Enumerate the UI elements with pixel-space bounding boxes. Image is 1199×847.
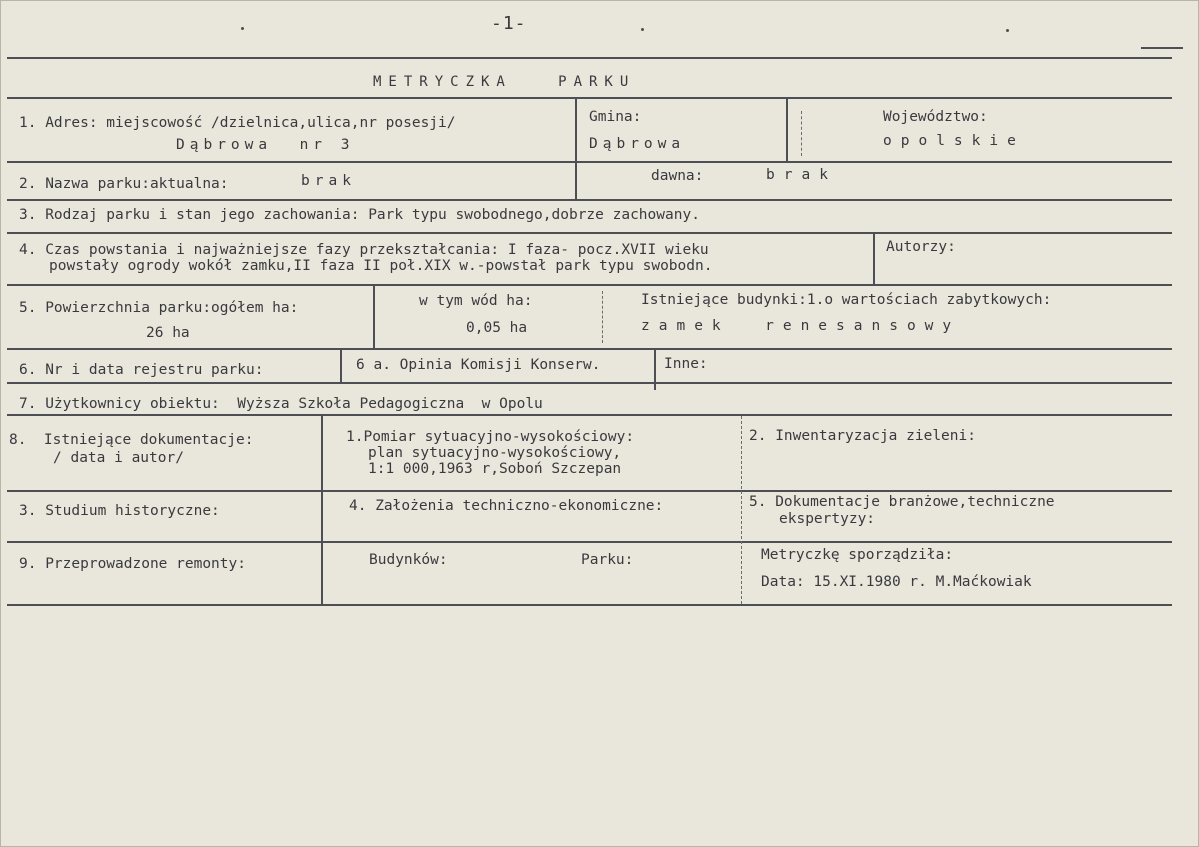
divider-water (602, 291, 603, 343)
rule-title-bottom (7, 97, 1172, 99)
rule-corner-mark (1141, 47, 1183, 49)
divider-docs-right (741, 416, 742, 604)
rule-row8-bottom (7, 490, 1172, 492)
address-label: 1. Adres: miejscowość /dzielnica,ulica,nr posesji/ (19, 115, 456, 131)
doc1-line-1: 1.Pomiar sytuacyjno-wysokościowy: (346, 429, 635, 445)
branzowe-line-1: 5. Dokumentacje branżowe,techniczne (749, 494, 1055, 510)
history-line-1: 4. Czas powstania i najważniejsze fazy przekształcania: I faza- pocz.XVII wieku (19, 242, 709, 258)
area-label: 5. Powierzchnia parku:ogółem ha: (19, 300, 299, 316)
park-type-line: 3. Rodzaj parku i stan jego zachowania: Park typu swobodnego,dobrze zachowany. (19, 207, 700, 223)
divider-wojewodztwo (786, 99, 788, 161)
rule-row3-bottom (7, 232, 1172, 234)
register-label: 6. Nr i data rejestru parku: (19, 362, 264, 378)
doc2-label: 2. Inwentaryzacja zieleni: (749, 428, 976, 444)
card-title: METRYCZKA PARKU (373, 74, 636, 90)
rule-row5-bottom (7, 348, 1172, 350)
divider-area (373, 286, 375, 348)
rule-bottom (7, 604, 1172, 606)
typewriter-speck (641, 28, 644, 31)
page-number: -1- (491, 13, 527, 34)
rule-row1-bottom (7, 161, 1172, 163)
divider-docs-left (321, 416, 323, 604)
address-value: Dąbrowa nr 3 (176, 137, 355, 153)
history-line-2: powstały ogrody wokół zamku,II faza II poł.XIX w.-powstał park typu swobodn. (49, 258, 713, 274)
other-label: Inne: (664, 356, 708, 372)
rule-row2-bottom (7, 199, 1172, 201)
rule-row6-bottom (7, 382, 1172, 384)
water-value: 0,05 ha (466, 320, 528, 336)
wojewodztwo-label: Województwo: (883, 109, 988, 125)
budynkow-label: Budynków: (369, 552, 448, 568)
area-value: 26 ha (146, 325, 190, 341)
remonty-label: 9. Przeprowadzone remonty: (19, 556, 246, 572)
date-signature-line: Data: 15.XI.1980 r. M.Maćkowiak (761, 574, 1032, 590)
buildings-label: Istniejące budynki:1.o wartościach zabytkowych: (641, 292, 1052, 308)
docs-sublabel: / data i autor/ (53, 450, 184, 466)
divider-autorzy (873, 234, 875, 284)
opinion-label: 6 a. Opinia Komisji Konserw. (356, 357, 601, 373)
studium-label: 3. Studium historyczne: (19, 503, 220, 519)
rule-row9-bottom (7, 541, 1172, 543)
divider-gmina (575, 99, 577, 199)
wojewodztwo-value: opolskie (883, 133, 1025, 149)
parku-label: Parku: (581, 552, 634, 568)
divider-register (340, 350, 342, 382)
park-name-current: brak (301, 173, 356, 189)
rule-top (7, 57, 1172, 59)
divider-opinion (654, 350, 656, 390)
docs-label: 8. Istniejące dokumentacje: (9, 432, 254, 448)
doc1-line-3: 1:1 000,1963 r,Soboń Szczepan (368, 461, 622, 477)
rule-row4-bottom (7, 284, 1172, 286)
authors-label: Autorzy: (886, 239, 956, 255)
gmina-label: Gmina: (589, 109, 642, 125)
typewriter-speck (1006, 29, 1009, 32)
park-name-former: brak (766, 167, 837, 183)
typewriter-speck (241, 27, 244, 30)
buildings-value: zamek renesansowy (641, 318, 961, 334)
users-line: 7. Użytkownicy obiektu: Wyższa Szkoła Pedagogiczna w Opolu (19, 396, 543, 412)
branzowe-line-2: ekspertyzy: (779, 511, 876, 527)
doc1-line-2: plan sytuacyjno-wysokościowy, (368, 445, 622, 461)
zalozenia-label: 4. Założenia techniczno-ekonomiczne: (349, 498, 664, 514)
rule-row7-bottom (7, 414, 1172, 416)
water-label: w tym wód ha: (419, 293, 533, 309)
park-name-former-label: dawna: (651, 168, 704, 184)
prepared-by-label: Metryczkę sporządziła: (761, 547, 954, 563)
park-name-label: 2. Nazwa parku:aktualna: (19, 176, 229, 192)
gmina-value: Dąbrowa (589, 136, 686, 152)
divider-wojewodztwo-inner (801, 111, 802, 156)
